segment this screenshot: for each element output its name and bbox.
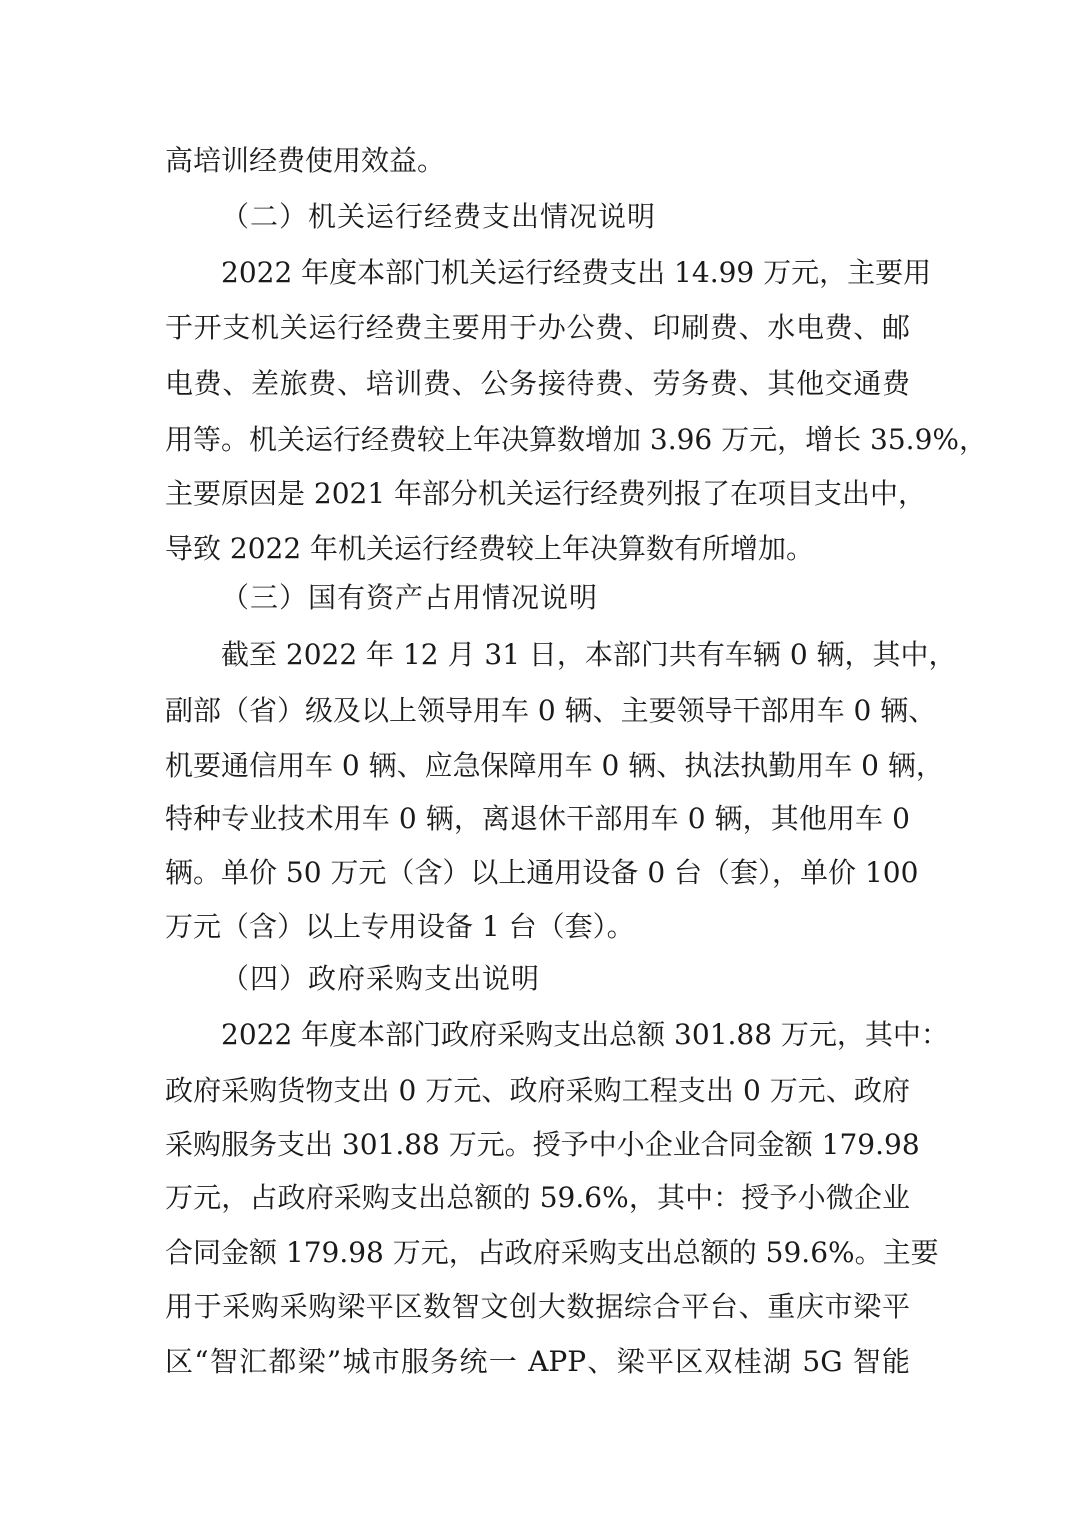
- paragraph-line: 政府采购货物支出 0 万元、政府采购工程支出 0 万元、政府: [165, 1074, 910, 1107]
- section-heading-4: （四）政府采购支出说明: [221, 962, 541, 995]
- paragraph-line: 截至 2022 年 12 月 31 日，本部门共有车辆 0 辆，其中，: [221, 638, 957, 671]
- section-heading-2: （二）机关运行经费支出情况说明: [221, 200, 657, 233]
- paragraph-line: 用等。机关运行经费较上年决算数增加 3.96 万元，增长 35.9%，: [165, 423, 987, 456]
- paragraph-line: 电费、差旅费、培训费、公务接待费、劳务费、其他交通费: [165, 367, 910, 400]
- paragraph-line: 高培训经费使用效益。: [165, 144, 446, 177]
- paragraph-line: 万元，占政府采购支出总额的 59.6%，其中：授予小微企业: [165, 1181, 910, 1214]
- paragraph-line: 区“智汇都梁”城市服务统一 APP、梁平区双桂湖 5G 智能: [165, 1345, 910, 1378]
- paragraph-line: 2022 年度本部门政府采购支出总额 301.88 万元，其中：: [221, 1018, 949, 1051]
- paragraph-line: 特种专业技术用车 0 辆，离退休干部用车 0 辆，其他用车 0: [165, 802, 910, 835]
- paragraph-line: 2022 年度本部门机关运行经费支出 14.99 万元，主要用: [221, 256, 932, 289]
- paragraph-line: 副部（省）级及以上领导用车 0 辆、主要领导干部用车 0 辆、: [165, 694, 937, 727]
- paragraph-line: 于开支机关运行经费主要用于办公费、印刷费、水电费、邮: [165, 311, 910, 344]
- paragraph-line: 辆。单价 50 万元（含）以上通用设备 0 台（套），单价 100: [165, 856, 919, 889]
- paragraph-line: 导致 2022 年机关运行经费较上年决算数有所增加。: [165, 532, 815, 565]
- paragraph-line: 采购服务支出 301.88 万元。授予中小企业合同金额 179.98: [165, 1128, 920, 1161]
- section-heading-3: （三）国有资产占用情况说明: [221, 581, 599, 614]
- paragraph-line: 机要通信用车 0 辆、应急保障用车 0 辆、执法执勤用车 0 辆，: [165, 749, 944, 782]
- paragraph-line: 万元（含）以上专用设备 1 台（套）。: [165, 910, 635, 943]
- paragraph-line: 合同金额 179.98 万元，占政府采购支出总额的 59.6%。主要: [165, 1236, 939, 1269]
- paragraph-line: 主要原因是 2021 年部分机关运行经费列报了在项目支出中，: [165, 477, 927, 510]
- paragraph-line: 用于采购采购梁平区数智文创大数据综合平台、重庆市梁平: [165, 1290, 910, 1323]
